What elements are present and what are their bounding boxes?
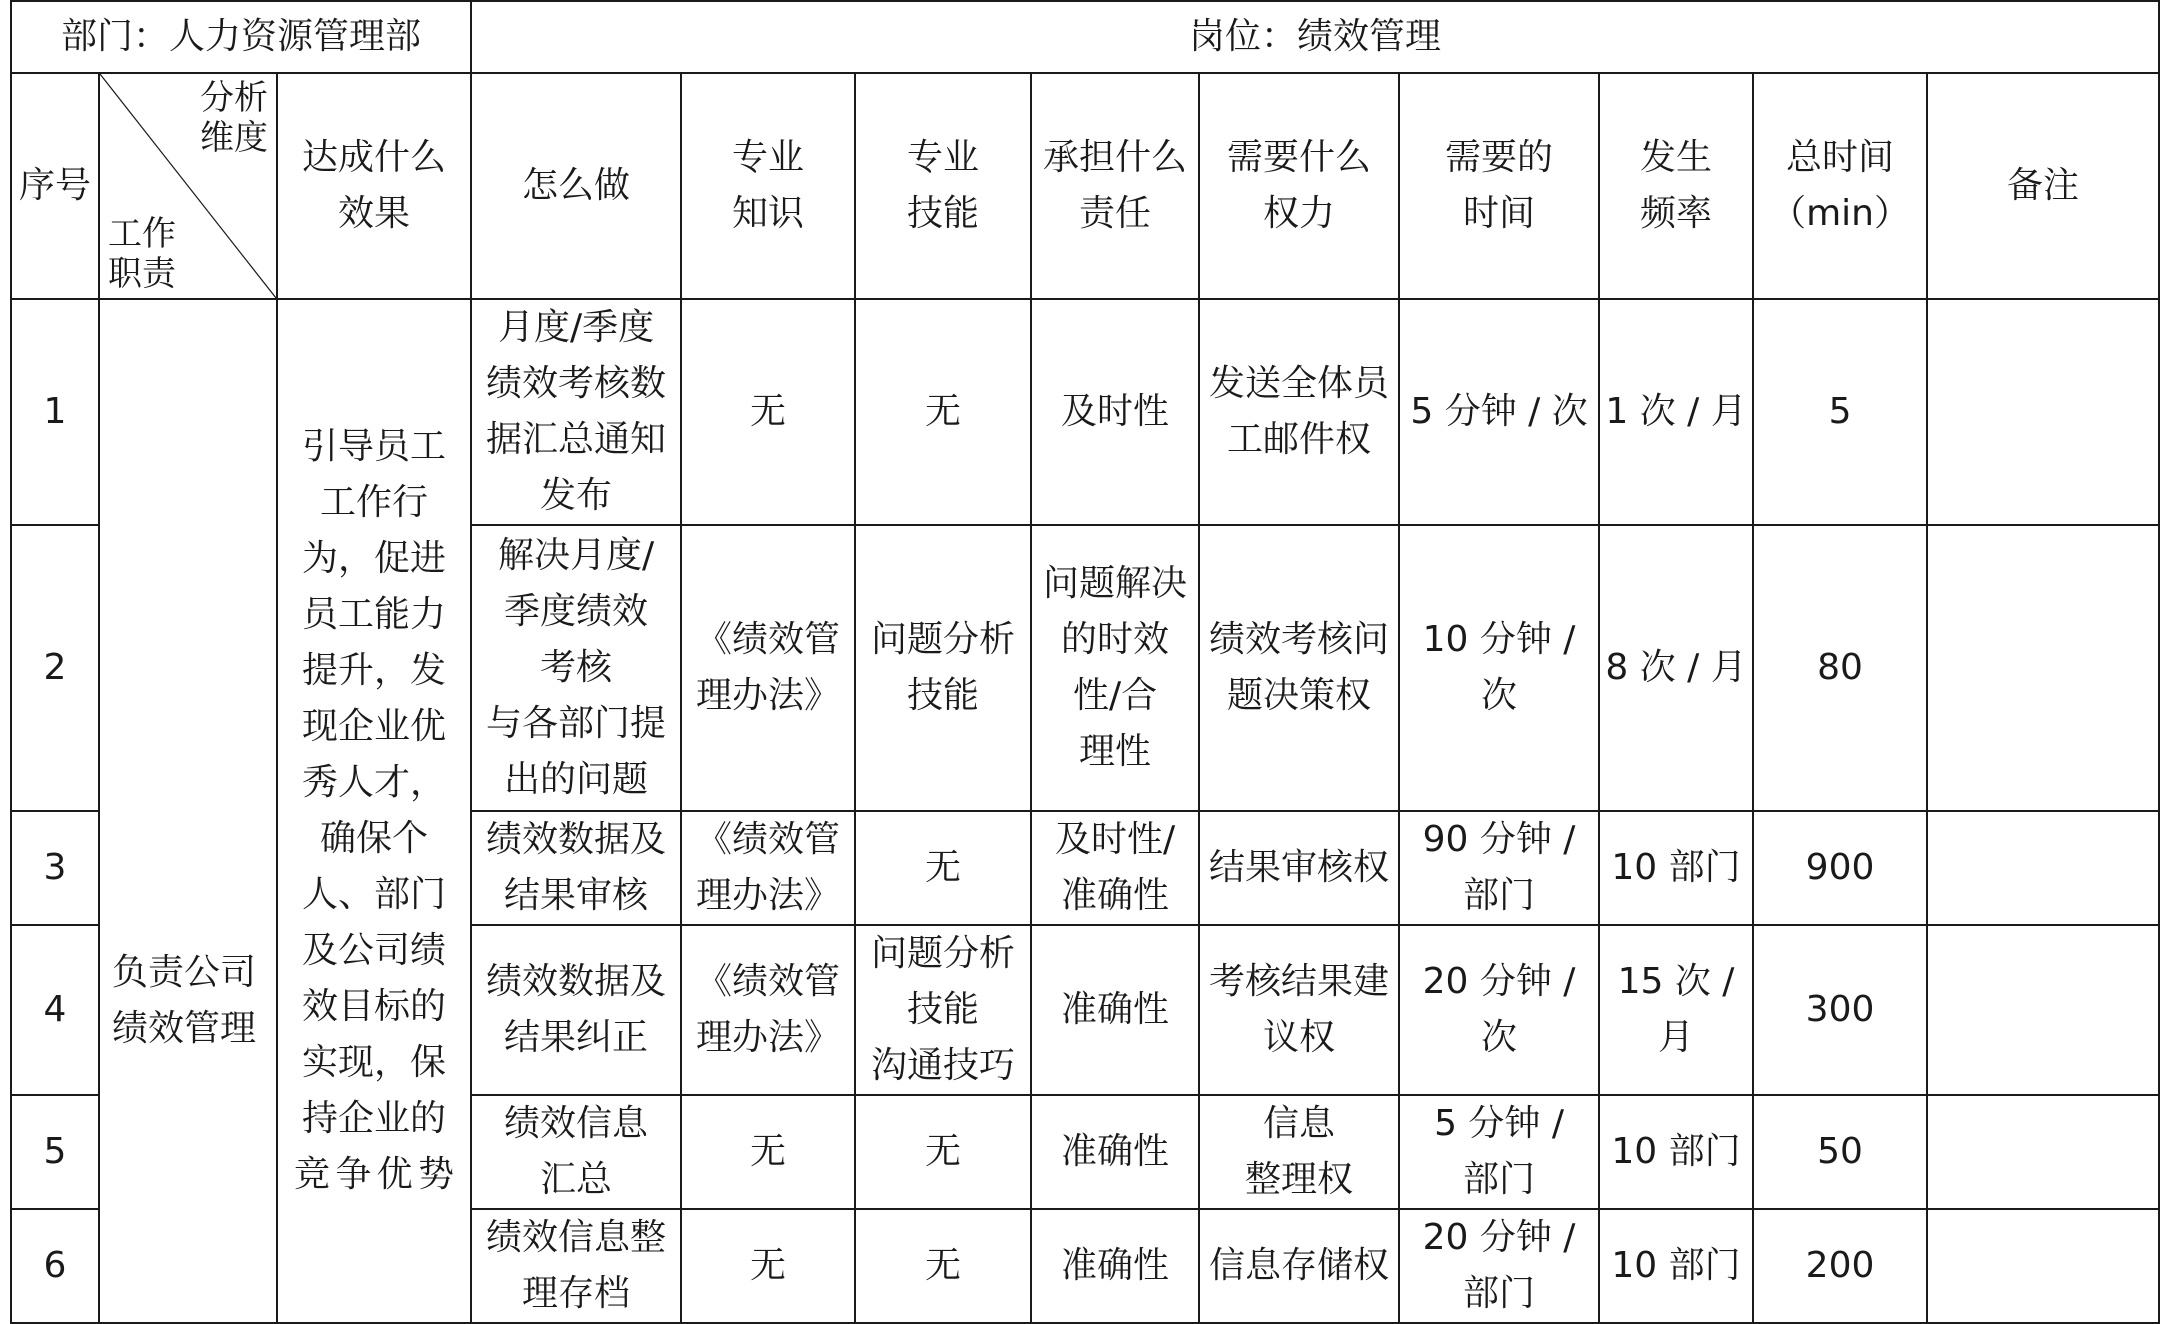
header-effect: 达成什么 效果 bbox=[277, 73, 471, 299]
row-total: 900 bbox=[1753, 811, 1927, 925]
job-analysis-table bbox=[10, 0, 2160, 1324]
row-frequency: 1 次 / 月 bbox=[1599, 299, 1753, 525]
header-total: 总时间 （min） bbox=[1753, 73, 1927, 299]
row-remarks bbox=[1927, 1095, 2159, 1209]
row-frequency: 8 次 / 月 bbox=[1599, 525, 1753, 811]
row-responsibility: 准确性 bbox=[1031, 1209, 1199, 1323]
row-skill: 问题分析 技能 bbox=[855, 525, 1031, 811]
row-authority: 绩效考核问 题决策权 bbox=[1199, 525, 1399, 811]
department-cell: 部门：人力资源管理部 bbox=[11, 1, 471, 73]
row-authority: 信息存储权 bbox=[1199, 1209, 1399, 1323]
row-remarks bbox=[1927, 299, 2159, 525]
table-row bbox=[11, 299, 2159, 525]
row-how: 绩效数据及 结果纠正 bbox=[471, 925, 681, 1095]
row-remarks bbox=[1927, 811, 2159, 925]
position-cell: 岗位：绩效管理 bbox=[471, 1, 2159, 73]
row-responsibility: 及时性 bbox=[1031, 299, 1199, 525]
row-responsibility: 准确性 bbox=[1031, 1095, 1199, 1209]
effect-cell: 引导员工工作行为，促进员工能力提升，发现企业优秀人才，确保个人、部门及公司绩效目标的实现，保持企业的竞争优势 bbox=[277, 299, 471, 1323]
row-time: 20 分钟 / 部门 bbox=[1399, 1209, 1599, 1323]
row-authority: 发送全体员 工邮件权 bbox=[1199, 299, 1399, 525]
row-how: 月度/季度 绩效考核数 据汇总通知 发布 bbox=[471, 299, 681, 525]
row-skill: 问题分析 技能 沟通技巧 bbox=[855, 925, 1031, 1095]
row-remarks bbox=[1927, 1209, 2159, 1323]
row-how: 绩效数据及 结果审核 bbox=[471, 811, 681, 925]
row-time: 20 分钟 / 次 bbox=[1399, 925, 1599, 1095]
row-total: 200 bbox=[1753, 1209, 1927, 1323]
row-responsibility: 问题解决 的时效 性/合 理性 bbox=[1031, 525, 1199, 811]
row-time: 90 分钟 / 部门 bbox=[1399, 811, 1599, 925]
row-total: 300 bbox=[1753, 925, 1927, 1095]
row-time: 5 分钟 / 部门 bbox=[1399, 1095, 1599, 1209]
row-knowledge: 《绩效管 理办法》 bbox=[681, 811, 855, 925]
row-skill: 无 bbox=[855, 1209, 1031, 1323]
header-remarks: 备注 bbox=[1927, 73, 2159, 299]
row-knowledge: 《绩效管 理办法》 bbox=[681, 925, 855, 1095]
row-knowledge: 《绩效管 理办法》 bbox=[681, 525, 855, 811]
row-how: 绩效信息整 理存档 bbox=[471, 1209, 681, 1323]
row-frequency: 10 部门 bbox=[1599, 1095, 1753, 1209]
row-total: 5 bbox=[1753, 299, 1927, 525]
row-seq: 2 bbox=[11, 525, 99, 811]
row-authority: 考核结果建 议权 bbox=[1199, 925, 1399, 1095]
row-remarks bbox=[1927, 925, 2159, 1095]
header-diagonal-cell bbox=[99, 73, 277, 299]
header-duty-label: 工作 职责 bbox=[108, 214, 176, 294]
row-authority: 结果审核权 bbox=[1199, 811, 1399, 925]
row-knowledge: 无 bbox=[681, 1095, 855, 1209]
row-time: 5 分钟 / 次 bbox=[1399, 299, 1599, 525]
row-seq: 6 bbox=[11, 1209, 99, 1323]
header-skill: 专业 技能 bbox=[855, 73, 1031, 299]
row-frequency: 15 次 / 月 bbox=[1599, 925, 1753, 1095]
row-frequency: 10 部门 bbox=[1599, 1209, 1753, 1323]
row-seq: 1 bbox=[11, 299, 99, 525]
row-time: 10 分钟 / 次 bbox=[1399, 525, 1599, 811]
header-time: 需要的 时间 bbox=[1399, 73, 1599, 299]
duty-cell: 负责公司 绩效管理 bbox=[99, 299, 277, 1323]
header-seq: 序号 bbox=[11, 73, 99, 299]
row-remarks bbox=[1927, 525, 2159, 811]
row-total: 50 bbox=[1753, 1095, 1927, 1209]
row-frequency: 10 部门 bbox=[1599, 811, 1753, 925]
row-how: 解决月度/ 季度绩效 考核 与各部门提 出的问题 bbox=[471, 525, 681, 811]
row-skill: 无 bbox=[855, 299, 1031, 525]
row-how: 绩效信息 汇总 bbox=[471, 1095, 681, 1209]
row-seq: 5 bbox=[11, 1095, 99, 1209]
row-skill: 无 bbox=[855, 811, 1031, 925]
row-skill: 无 bbox=[855, 1095, 1031, 1209]
column-header-row bbox=[11, 73, 2159, 299]
row-responsibility: 准确性 bbox=[1031, 925, 1199, 1095]
row-total: 80 bbox=[1753, 525, 1927, 811]
row-seq: 4 bbox=[11, 925, 99, 1095]
row-knowledge: 无 bbox=[681, 299, 855, 525]
header-authority: 需要什么 权力 bbox=[1199, 73, 1399, 299]
header-frequency: 发生 频率 bbox=[1599, 73, 1753, 299]
row-seq: 3 bbox=[11, 811, 99, 925]
row-authority: 信息 整理权 bbox=[1199, 1095, 1399, 1209]
row-knowledge: 无 bbox=[681, 1209, 855, 1323]
header-how: 怎么做 bbox=[471, 73, 681, 299]
row-responsibility: 及时性/ 准确性 bbox=[1031, 811, 1199, 925]
header-responsibility: 承担什么 责任 bbox=[1031, 73, 1199, 299]
header-dimension-label: 分析 维度 bbox=[200, 78, 268, 158]
table-title-row bbox=[11, 1, 2159, 73]
header-knowledge: 专业 知识 bbox=[681, 73, 855, 299]
